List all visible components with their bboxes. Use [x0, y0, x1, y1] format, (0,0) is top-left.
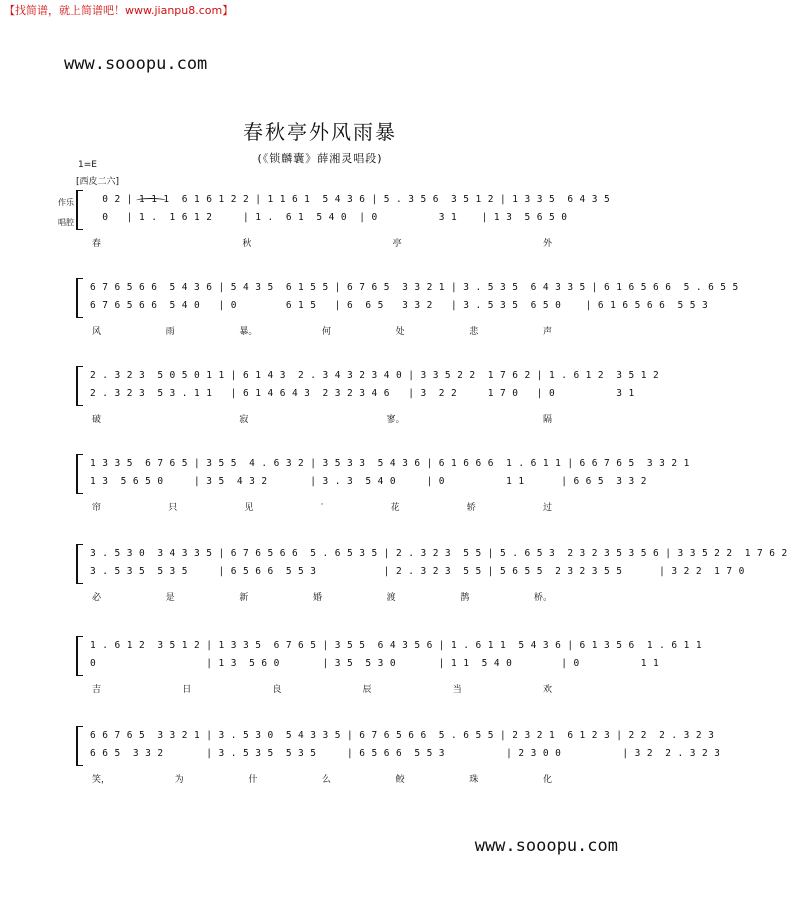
upper-notation: 6 6 7 6 5 3 3 2 1 | 3 . 5 3 0 5 4 3 3 5 | 6 7 6 5 6 6 5 . 6 5 5 | 2 3 2 1 6 1 2 3 | 2 2 2 . 3 2 3 [90, 730, 715, 741]
lower-notation: 6 6 5 3 3 2 | 3 . 5 3 5 5 3 5 | 6 5 6 6 5 5 3 | 2 3 0 0 | 3 2 2 . 3 2 3 [90, 748, 721, 759]
lyric-char: 鲛 [395, 775, 405, 785]
score-system-3 [76, 362, 660, 434]
lyric-char: 辰 [362, 685, 372, 695]
lyric-line [90, 682, 554, 695]
lyric-char: 良 [272, 685, 282, 695]
lower-notation: 0 | 1 . 1 6 1 2 | 1 . 6 1 5 4 0 | 0 3 1 | 1 3 5 6 5 0 [90, 212, 568, 223]
lyric-char: 欢 [542, 685, 552, 695]
lyric-char: 化 [542, 775, 552, 785]
song-subtitle: (《锁麟囊》薛湘灵唱段) [257, 152, 383, 165]
key-signature: 1=E [78, 160, 97, 170]
site-banner[interactable]: 【找简谱，就上简谱吧！www.jianpu8.com】 [4, 4, 234, 17]
lyric-char: 吉 [92, 685, 102, 695]
upper-notation: 2 . 3 2 3 5 0 5 0 1 1 | 6 1 4 3 2 . 3 4 3 2 3 4 0 | 3 3 5 2 2 1 7 6 2 | 1 . 6 1 2 3 5 1 2 [90, 370, 660, 381]
lyric-char: 何 [321, 327, 331, 337]
upper-notation: 1 3 3 5 6 7 6 5 | 3 5 5 4 . 6 3 2 | 3 5 3 3 5 4 3 6 | 6 1 6 6 6 1 . 6 1 1 | 6 6 7 6 5 3 3 2 1 [90, 458, 690, 469]
lower-notation: 1 3 5 6 5 0 | 3 5 4 3 2 | 3 . 3 5 4 0 | 0 1 1 | 6 6 5 3 3 2 [90, 476, 647, 487]
lower-notation: 0 | 1 3 5 6 0 | 3 5 5 3 0 | 1 1 5 4 0 | 0 1 1 [90, 658, 660, 669]
lyric-char: 新 [239, 593, 249, 603]
lyric-char: 渡 [386, 593, 396, 603]
lyric-char: 亭 [392, 239, 402, 249]
system-brace [76, 636, 83, 676]
lyric-char: 桥。 [533, 593, 552, 603]
lyric-char: 轿 [466, 503, 476, 513]
system-brace [76, 544, 83, 584]
lyric-char: 笑， [92, 775, 111, 785]
lyric-char: 么 [321, 775, 331, 785]
lyric-line [90, 324, 554, 337]
upper-notation: 1 . 6 1 2 3 5 1 2 | 1 3 3 5 6 7 6 5 | 3 5 5 6 4 3 5 6 | 1 . 6 1 1 5 4 3 6 | 6 1 3 5 6 1 . 6 1 1 [90, 640, 702, 651]
lyric-char: 见 [244, 503, 254, 513]
lyric-char: 为 [174, 775, 184, 785]
lyric-line [90, 236, 554, 249]
lower-notation: 6 7 6 5 6 6 5 4 0 | 0 6 1 5 | 6 6 5 3 3 2 | 3 . 5 3 5 6 5 0 | 6 1 6 5 6 6 5 5 3 [90, 300, 709, 311]
lyric-char: 处 [395, 327, 405, 337]
lyric-char: 什 [248, 775, 258, 785]
system-brace [76, 454, 83, 494]
upper-notation: 0 2 | 1 1 1 6 1 6 1 2 2 | 1 1 6 1 5 4 3 6 | 5 . 3 5 6 3 5 1 2 | 1 3 3 5 6 4 3 5 [90, 194, 611, 205]
watermark-url-bottom: www.sooopu.com [474, 836, 618, 856]
lyric-char: 秋 [242, 239, 252, 249]
lyric-char: 寥。 [386, 415, 405, 425]
lyric-char: 只 [168, 503, 178, 513]
lower-notation: 2 . 3 2 3 5 3 . 1 1 | 6 1 4 6 4 3 2 3 2 3 4 6 | 3 2 2 1 7 0 | 0 3 1 [90, 388, 635, 399]
tempo-marking: [西皮二六] [76, 177, 120, 187]
lyric-char: 破 [92, 415, 102, 425]
lyric-char: 暴。 [239, 327, 258, 337]
lyric-char: 珠 [469, 775, 479, 785]
lyric-line [90, 500, 554, 513]
lyric-char: 风 [92, 327, 102, 337]
lyric-char: 婚 [312, 593, 322, 603]
lyric-char: 悲 [469, 327, 479, 337]
score-system-5 [76, 540, 788, 612]
lyric-line [90, 412, 554, 425]
lyric-char: 春 [92, 239, 102, 249]
score-system-6 [76, 632, 702, 704]
lyric-line [90, 590, 554, 603]
lyric-char: 日 [182, 685, 192, 695]
lyric-line [90, 772, 554, 785]
upper-notation: 3 . 5 3 0 3 4 3 3 5 | 6 7 6 5 6 6 5 . 6 5 3 5 | 2 . 3 2 3 5 5 | 5 . 6 5 3 2 3 2 3 5 3 5 6 | 3 3 5 2 2 1 7 6 2 [90, 548, 788, 559]
upper-part-label: 作乐 [58, 198, 74, 207]
lyric-char: 外 [542, 239, 552, 249]
lyric-char: 雨 [165, 327, 175, 337]
lyric-char: 寂 [239, 415, 249, 425]
score-system-1 [76, 186, 611, 258]
system-brace [76, 278, 83, 318]
lyric-char: 声 [542, 327, 552, 337]
score-system-2 [76, 274, 739, 346]
lyric-char: · [320, 500, 324, 510]
lower-part-label: 唱腔 [58, 218, 74, 227]
upper-notation: 6 7 6 5 6 6 5 4 3 6 | 5 4 3 5 6 1 5 5 | 6 7 6 5 3 3 2 1 | 3 . 5 3 5 6 4 3 3 5 | 6 1 6 5 6 6 5 . 6 5 5 [90, 282, 739, 293]
system-brace [76, 366, 83, 406]
lyric-char: 当 [452, 685, 462, 695]
score-system-7 [76, 722, 721, 794]
lower-notation: 3 . 5 3 5 5 3 5 | 6 5 6 6 5 5 3 | 2 . 3 2 3 5 5 | 5 6 5 5 2 3 2 3 5 5 | 3 2 2 1 7 0 [90, 566, 745, 577]
watermark-url-top: www.sooopu.com [64, 54, 208, 74]
lyric-char: 花 [390, 503, 400, 513]
lyric-char: 是 [165, 593, 175, 603]
system-brace [76, 190, 83, 230]
lyric-char: 隔 [542, 415, 552, 425]
lyric-char: 鹊 [460, 593, 470, 603]
score-system-4 [76, 450, 690, 522]
lyric-char: 必 [92, 593, 102, 603]
lyric-char: 帘 [92, 503, 102, 513]
lyric-char: 过 [542, 503, 552, 513]
song-title: 春秋亭外风雨暴 [243, 120, 397, 144]
system-brace [76, 726, 83, 766]
